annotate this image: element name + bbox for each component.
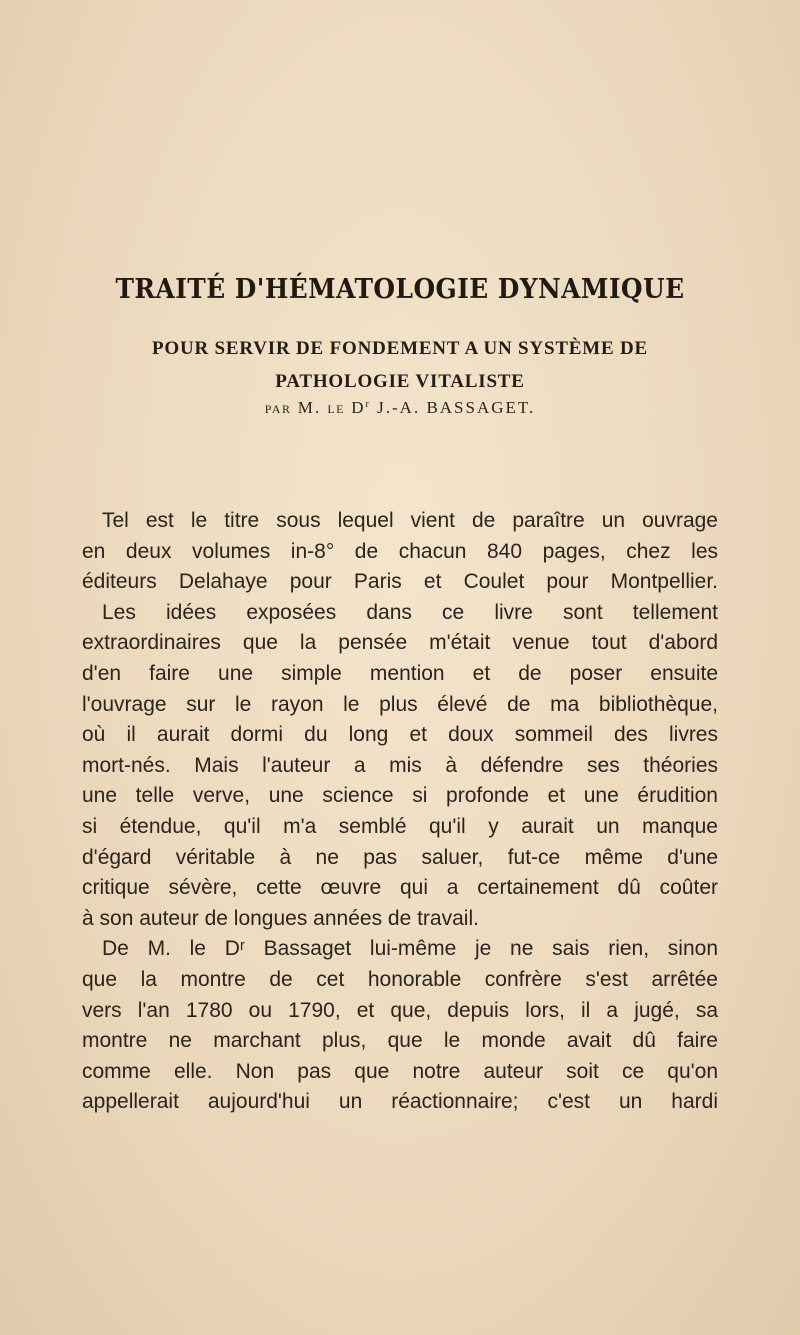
subtitle-line-1: POUR SERVIR DE FONDEMENT A UN SYSTÈME DE [151,338,649,359]
text-line: l'ouvrage sur le rayon le plus élevé de ma bibliothèque, [82,692,718,716]
text-line: critique sévère, cette œuvre qui a certainement dû coûter [82,876,718,900]
text-line: Tel est le titre sous lequel vient de paraître un ouvrage [102,509,718,532]
text-line: d'égard véritable à ne pas saluer, fut-ce même d'une [82,845,718,869]
author-byline [0,398,800,418]
article-subtitle [120,332,680,398]
byline-dr-letter: D [351,398,366,417]
article-title: TRAITÉ D'HÉMATOLOGIE DYNAMIQUE [115,274,685,305]
text-line: d'en faire une simple mention et de poser ensuite [82,661,718,685]
text-line: que la montre de cet honorable confrère s'est arrêtée [82,967,718,991]
text-line: mort-nés. Mais l'auteur a mis à défendre ses théories [82,753,718,777]
text-line: vers l'an 1780 ou 1790, et que, depuis lors, il a jugé, sa [82,998,718,1022]
text-line: De M. le Dʳ Bassaget lui-même je ne sais rien, sinon [102,937,718,961]
text-line: montre ne marchant plus, que le monde avait dû faire [82,1029,718,1053]
text-line: si étendue, qu'il m'a semblé qu'il y aurait un manque [82,814,718,838]
text-line: éditeurs Delahaye pour Paris et Coulet pour Montpellier. [82,570,718,594]
subtitle-line-2: PATHOLOGIE VITALISTE [275,371,525,392]
text-line: où il aurait dormi du long et doux sommeil des livres [82,723,718,747]
text-line: une telle verve, une science si profonde et une érudition [82,784,718,808]
text-line: Les idées exposées dans ce livre sont tellement [102,600,718,624]
byline-par: PAR [264,402,292,416]
byline-dr-sup: r [365,399,371,410]
text-line: comme elle. Non pas que notre auteur soit ce qu'on [82,1059,718,1083]
byline-le: LE [327,402,346,416]
byline-dr [351,398,371,417]
body-text [82,506,718,1118]
text-line: à son auteur de longues années de travail. [82,906,479,930]
byline-author-name: J.-A. BASSAGET. [377,398,536,417]
text-line: en deux volumes in-8° de chacun 840 pages, chez les [82,539,718,563]
byline-m: M. [297,398,322,417]
text-line: extraordinaires que la pensée m'était venue tout d'abord [82,631,718,655]
text-line: appellerait aujourd'hui un réactionnaire; c'est un hardi [82,1090,718,1114]
